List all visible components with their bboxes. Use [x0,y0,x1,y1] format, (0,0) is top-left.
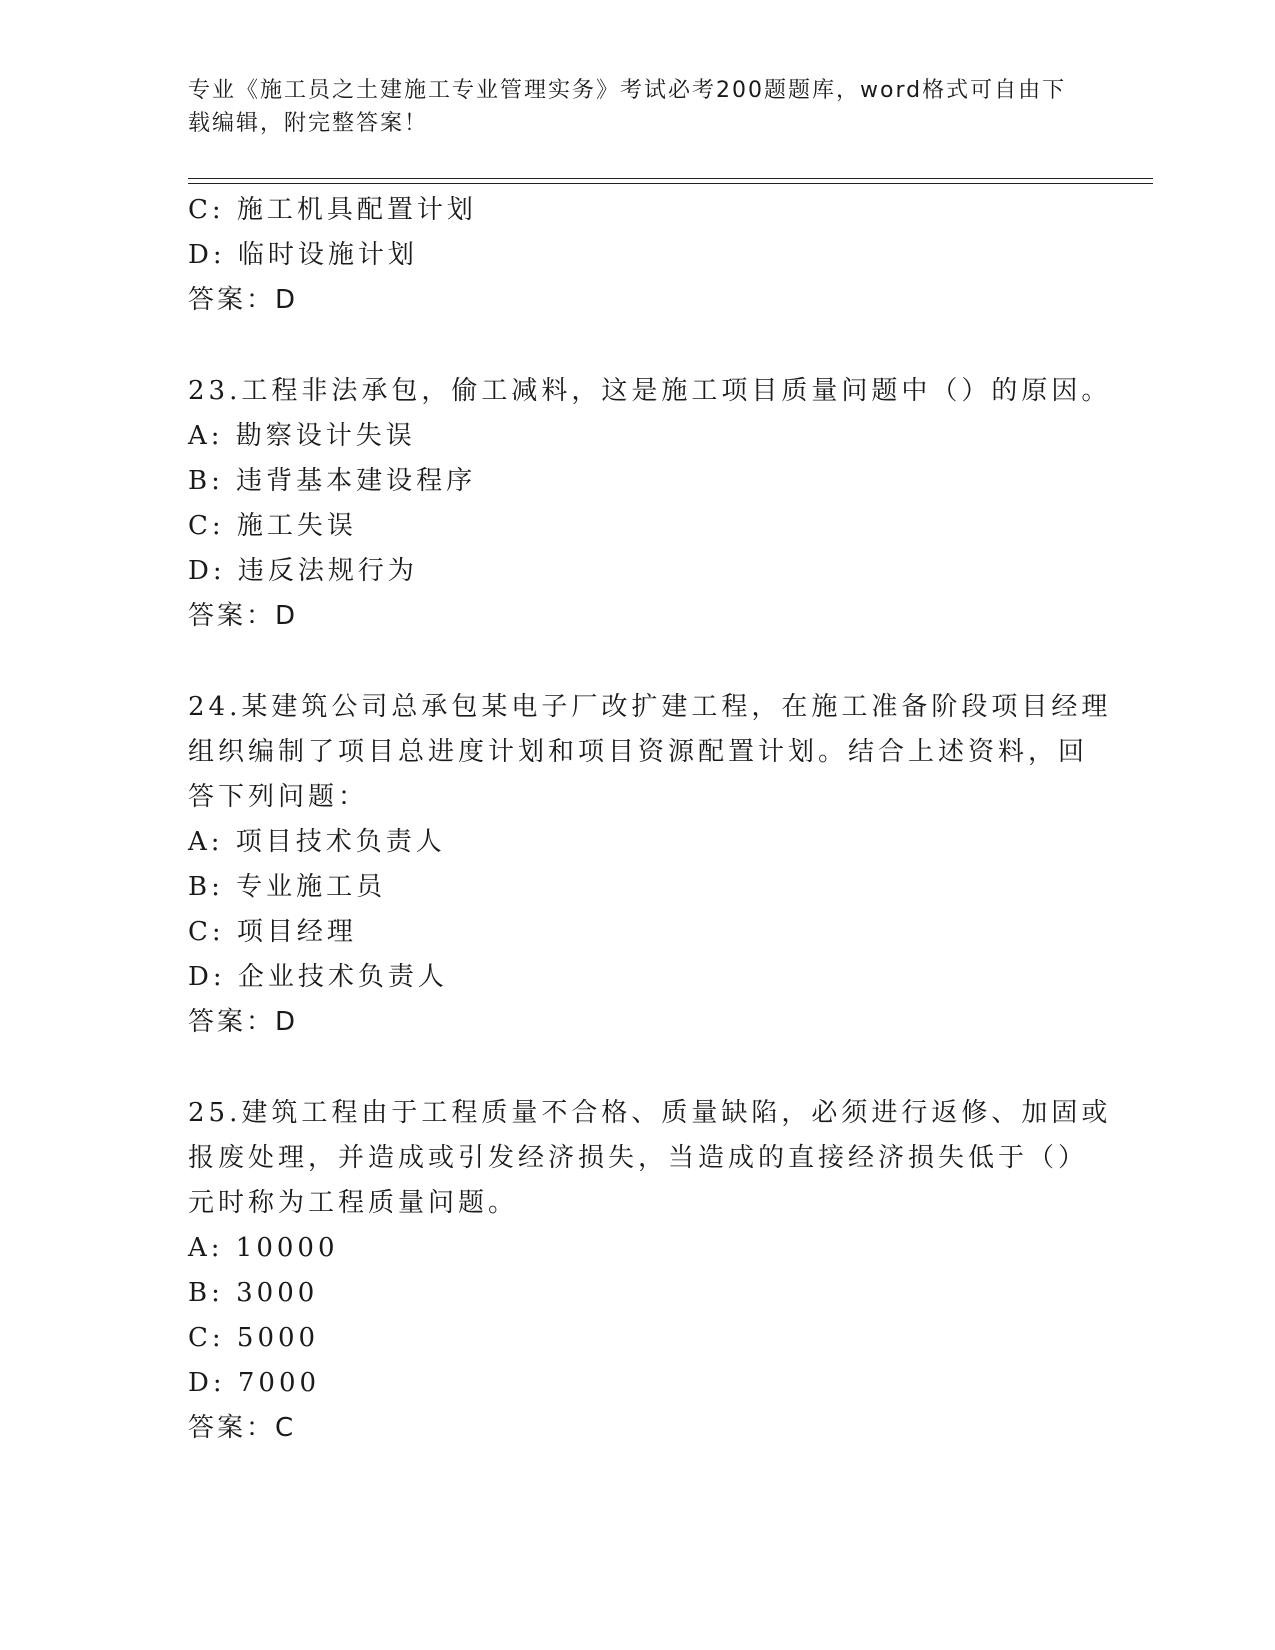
option-c: C: 项目经理 [188,917,357,947]
question-stem: 23.工程非法承包，偷工减料，这是施工项目质量问题中（）的原因。 [188,376,1112,406]
answer-line: 答案：D [188,601,299,631]
question-24 [188,685,1112,1045]
spacer [188,639,1088,685]
spacer [188,1045,1088,1091]
question-22-continued [188,188,1088,323]
option-a: A: 勘察设计失误 [188,421,416,451]
document-body [188,188,1112,1451]
option-c: C: 施工机具配置计划 [188,195,477,225]
option-b: B: 3000 [188,1278,319,1308]
option-b: B: 违背基本建设程序 [188,466,477,496]
answer-line: 答案：C [188,1413,297,1443]
question-stem-line-3: 答下列问题： [188,782,369,812]
option-d: D: 7000 [188,1368,321,1398]
option-d: D: 临时设施计划 [188,240,418,270]
question-stem-line-2: 组织编制了项目总进度计划和项目资源配置计划。结合上述资料，回 [188,737,1089,767]
question-25 [188,1091,1112,1451]
document-header: 专业《施工员之土建施工专业管理实务》考试必考200题题库，word格式可自由下载编辑，附完整答案！ [188,78,1067,136]
option-a: A: 项目技术负责人 [188,827,446,857]
option-c: C: 5000 [188,1323,320,1353]
option-c: C: 施工失误 [188,511,357,541]
question-stem-line-1: 24.某建筑公司总承包某电子厂改扩建工程，在施工准备阶段项目经理 [188,692,1112,722]
question-stem-line-2: 报废处理，并造成或引发经济损失，当造成的直接经济损失低于（） [188,1143,1089,1173]
spacer [188,323,1088,369]
header-divider-bottom [188,183,1153,184]
question-stem-line-1: 25.建筑工程由于工程质量不合格、质量缺陷，必须进行返修、加固或 [188,1098,1112,1128]
answer-line: 答案：D [188,285,299,315]
question-stem-line-3: 元时称为工程质量问题。 [188,1188,519,1218]
question-23 [188,369,1112,639]
option-d: D: 企业技术负责人 [188,962,448,992]
option-d: D: 违反法规行为 [188,556,418,586]
header-divider-top [188,178,1153,179]
answer-line: 答案：D [188,1007,299,1037]
option-a: A: 10000 [188,1233,339,1263]
option-b: B: 专业施工员 [188,872,387,902]
